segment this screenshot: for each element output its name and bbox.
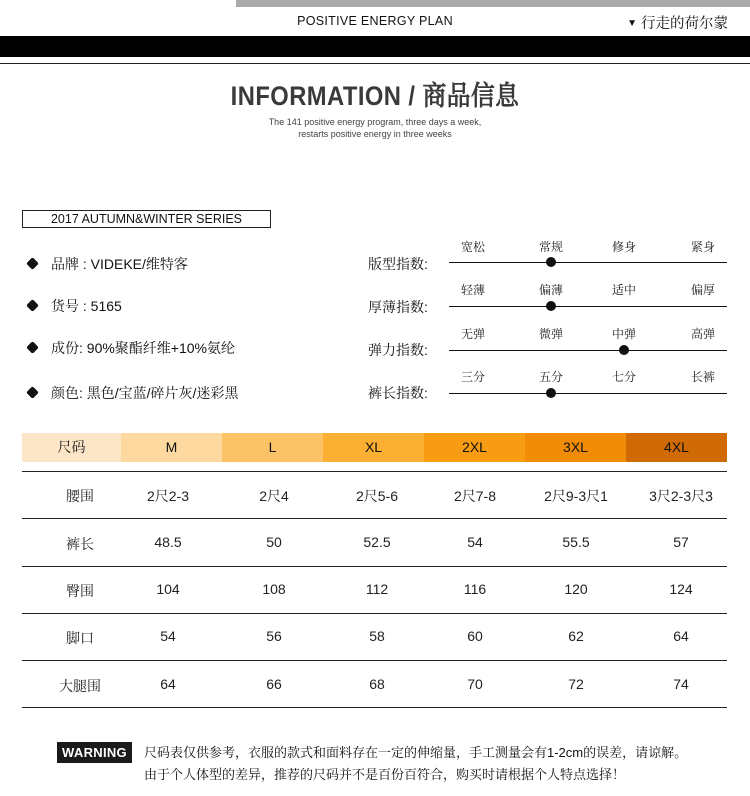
table-cell: 60 (467, 628, 483, 644)
table-cell: 3尺2-3尺3 (649, 488, 713, 504)
spec-text: 货号 : 5165 (51, 298, 122, 314)
hexagon-bullet-icon (26, 341, 39, 354)
index-option: 七分 (611, 370, 636, 384)
table-cell-label: 脚口 (66, 630, 94, 646)
table-rule (22, 613, 727, 614)
page-title: INFORMATION / 商品信息 (230, 81, 520, 111)
table-cell-label: 裤长 (66, 536, 94, 552)
index-scale-line (449, 306, 727, 307)
size-header-cell: M (121, 433, 222, 462)
index-scale-line (449, 393, 727, 394)
index-option: 无弹 (460, 327, 485, 341)
table-rule (22, 518, 727, 519)
table-cell: 108 (262, 581, 286, 597)
table-cell: 2尺4 (259, 488, 289, 504)
index-option: 常规 (538, 240, 563, 254)
table-cell: 50 (266, 534, 282, 550)
index-option: 微弹 (538, 327, 563, 341)
spec-item-material (28, 338, 235, 358)
table-cell: 64 (673, 628, 689, 644)
size-header-cell: XL (323, 433, 424, 462)
spec-text: 颜色: 黑色/宝蓝/碎片灰/迷彩黑 (51, 385, 239, 401)
hexagon-bullet-icon (26, 299, 39, 312)
index-option: 修身 (611, 240, 636, 254)
subtitle-line-1: The 141 positive energy program, three days a week, (268, 117, 482, 127)
index-marker-dot (546, 257, 556, 267)
index-option: 三分 (460, 370, 485, 384)
table-rule (22, 566, 727, 567)
index-scale-line (449, 350, 727, 351)
index-option: 五分 (538, 370, 563, 384)
plan-label: POSITIVE ENERGY PLAN (297, 14, 453, 28)
index-label-elasticity: 弹力指数: (368, 342, 428, 358)
index-label-fit: 版型指数: (368, 256, 428, 272)
table-cell: 116 (463, 581, 487, 597)
index-option: 高弹 (690, 327, 715, 341)
table-cell: 66 (266, 676, 282, 692)
size-header-cell: 2XL (424, 433, 525, 462)
table-cell: 2尺9-3尺1 (544, 488, 608, 504)
brand-tagline (627, 12, 728, 33)
table-cell: 2尺2-3 (146, 488, 190, 504)
index-option: 中弹 (611, 327, 636, 341)
table-rule (22, 707, 727, 708)
size-header-cell: 4XL (626, 433, 727, 462)
index-option: 紧身 (690, 240, 715, 254)
table-cell: 62 (568, 628, 584, 644)
table-cell: 68 (369, 676, 385, 692)
spec-item-sku (28, 296, 122, 316)
index-option: 适中 (611, 283, 636, 297)
table-cell: 104 (156, 581, 180, 597)
table-cell: 112 (365, 581, 389, 597)
table-cell-label: 腰围 (66, 488, 94, 504)
table-cell: 2尺5-6 (355, 488, 399, 504)
table-cell: 55.5 (562, 534, 590, 550)
index-label-length: 裤长指数: (368, 385, 428, 401)
table-cell: 72 (568, 676, 584, 692)
black-bar (0, 36, 750, 57)
table-cell-label: 大腿围 (59, 678, 101, 694)
spec-item-colors (28, 383, 238, 403)
warning-badge: WARNING (57, 742, 132, 763)
table-cell: 120 (564, 581, 588, 597)
table-cell: 70 (467, 676, 483, 692)
table-cell: 58 (369, 628, 385, 644)
series-badge: 2017 AUTUMN&WINTER SERIES (22, 210, 271, 228)
table-cell: 52.5 (363, 534, 391, 550)
table-cell-label: 臀围 (66, 583, 94, 599)
brand-tagline-text: 行走的荷尔蒙 (641, 16, 728, 32)
divider-line (0, 63, 750, 64)
spec-item-brand (28, 254, 188, 274)
index-label-thickness: 厚薄指数: (368, 299, 428, 315)
top-banner (0, 0, 750, 60)
size-header-cell: 尺码 (22, 433, 121, 462)
table-cell: 54 (160, 628, 176, 644)
hexagon-bullet-icon (26, 386, 39, 399)
index-marker-dot (546, 301, 556, 311)
size-header-cell: L (222, 433, 323, 462)
triangle-down-icon: ▼ (627, 18, 637, 29)
index-marker-dot (546, 388, 556, 398)
top-gray-line (236, 0, 750, 7)
spec-text: 品牌 : VIDEKE/维特客 (51, 256, 188, 272)
index-option: 长裤 (690, 370, 715, 384)
warning-line-1: 尺码表仅供参考，衣服的款式和面料存在一定的伸缩量，手工测量会有1-2cm的误差，请谅解。 (144, 745, 688, 760)
warning-text (144, 742, 744, 786)
table-cell: 57 (673, 534, 689, 550)
warning-line-2: 由于个人体型的差异，推荐的尺码并不是百份百符合，购买时请根据个人特点选择！ (144, 767, 626, 782)
table-cell: 48.5 (154, 534, 182, 550)
table-cell: 74 (673, 676, 689, 692)
index-option: 轻薄 (460, 283, 485, 297)
index-option: 偏厚 (690, 283, 715, 297)
table-cell: 54 (467, 534, 483, 550)
index-option: 偏薄 (538, 283, 563, 297)
index-marker-dot (619, 345, 629, 355)
spec-text: 成份: 90%聚酯纤维+10%氨纶 (51, 340, 235, 356)
page-subtitle (0, 116, 750, 140)
table-cell: 64 (160, 676, 176, 692)
table-rule (22, 660, 727, 661)
hexagon-bullet-icon (26, 257, 39, 270)
table-rule (22, 471, 727, 472)
table-cell: 124 (669, 581, 693, 597)
size-header-cell: 3XL (525, 433, 626, 462)
table-cell: 56 (266, 628, 282, 644)
subtitle-line-2: restarts positive energy in three weeks (298, 129, 452, 139)
table-cell: 2尺7-8 (453, 488, 497, 504)
index-option: 宽松 (460, 240, 485, 254)
index-scale-line (449, 262, 727, 263)
